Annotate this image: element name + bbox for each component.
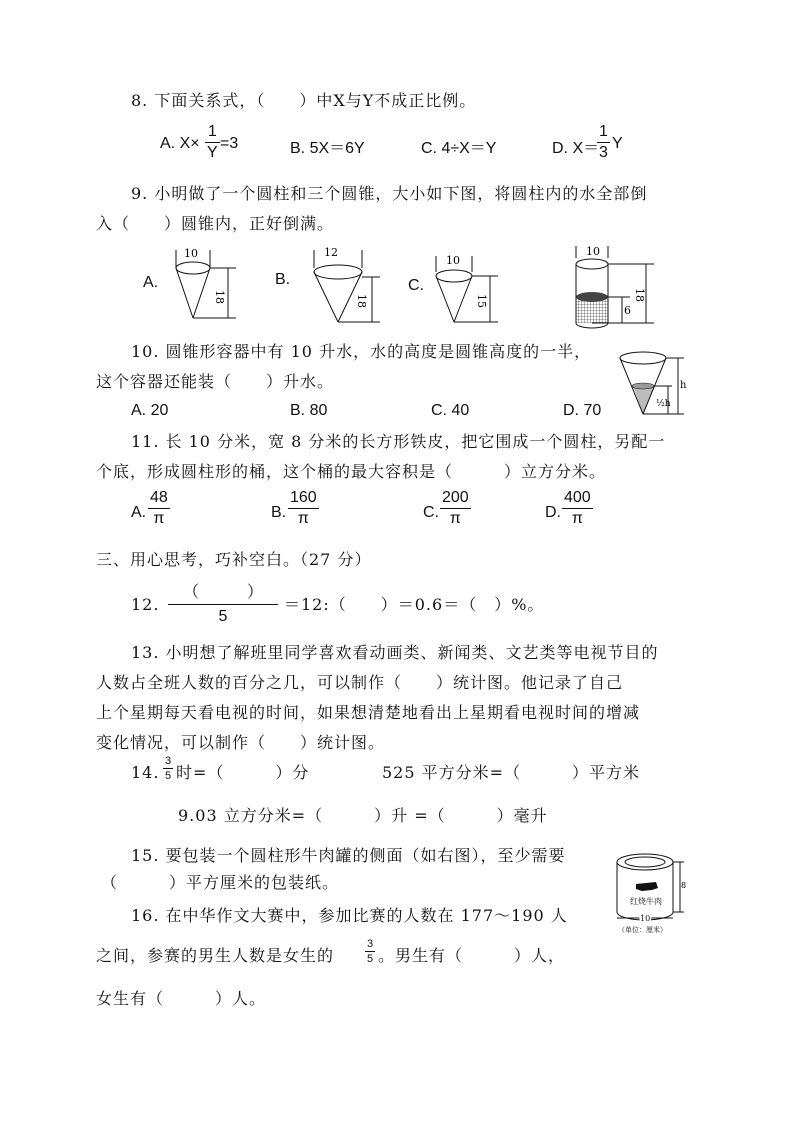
q8-option-c: C. 4÷X＝Y [421,140,497,157]
q8-option-b: B. 5X＝6Y [290,140,365,157]
q8-d-num: 1 [599,123,608,140]
q14-frac-den: 5 [165,770,172,782]
q9-cone-c-diameter: 10 [446,254,460,267]
q11-c-fraction [440,489,471,528]
q14-part2: 525 平方分米=（ ）平方米 [382,763,641,782]
q14-fraction [163,755,173,782]
q15-can-figure [612,852,694,936]
q11-d-fraction [562,489,593,528]
q11-c-label: C. [423,504,439,521]
q11-line1: 11. 长 10 分米，宽 8 分米的长方形铁皮，把它围成一个圆柱，另配一 [131,432,666,451]
q11-b-den: π [297,510,309,527]
q11-b-fraction [288,489,319,528]
q14-number: 14. [131,763,160,782]
q12-frac-num: （ ） [182,582,263,601]
q8-d-fraction [597,123,610,162]
q11-line2: 个底，形成圆柱形的桶，这个桶的最大容积是（ ）立方分米。 [96,462,607,481]
q9-c-label: C. [408,277,424,294]
q16-line1: 16. 在中华作文大赛中，参加比赛的人数在 177～190 人 [131,906,568,925]
q16-fraction [365,938,375,965]
q10-fig-h: h [680,380,687,391]
q16-line3: 女生有（ ）人。 [96,989,267,1008]
q15-line1: 15. 要包装一个圆柱形牛肉罐的侧面（如右图），至少需要 [131,846,566,865]
q16-line2-pre: 之间，参赛的男生人数是女生的 [96,946,335,965]
q13-line2: 人数占全班人数的百分之几，可以制作（ ）统计图。他记录了自己 [96,673,624,692]
q10-option-d: D. 70 [563,402,602,419]
q11-c-num: 200 [442,489,469,506]
q15-can-height: 8 [681,881,687,890]
q14-part3: 9.03 立方分米=（ ）升 =（ ）毫升 [178,806,548,825]
q9-cylinder-water-height: 6 [624,304,631,317]
q15-can-label: 红烧牛肉 [630,897,662,906]
q11-a-fraction [148,489,170,528]
q11-a-den: π [153,510,165,527]
q8-a-pre: A. X× [160,135,200,152]
q12-frac-den: 5 [218,608,228,625]
q11-a-num: 48 [150,489,168,506]
q9-cone-a-height: 18 [213,290,226,304]
q8-a-post: =3 [220,135,239,152]
q15-unit: （单位：厘米） [618,926,667,934]
q16-frac-den: 5 [367,953,374,965]
q9-cylinder-diameter: 10 [586,245,600,258]
q9-line1: 9. 小明做了一个圆柱和三个圆锥，大小如下图，将圆柱内的水全部倒 [131,184,648,203]
q11-c-den: π [449,510,461,527]
q14-frac-num: 3 [165,755,172,767]
q10-fig-half: ½h [656,399,671,409]
q9-cylinder-figure [572,244,662,328]
q8-a-fraction [205,123,220,162]
q9-cone-c-height: 15 [475,294,488,308]
q14-part1: 时=（ ）分 [176,763,310,782]
q16-frac-num: 3 [367,938,374,950]
q8-a-num: 1 [207,123,217,140]
q11-b-label: B. [271,504,287,521]
q8-option-d: D. X＝ [552,140,600,157]
q8-stem: 8. 下面关系式，（ ）中X与Y不成正比例。 [131,91,477,110]
q15-can-diameter: 10 [640,914,651,923]
q10-option-b: B. 80 [290,402,328,419]
q15-line2: （ ）平方厘米的包装纸。 [101,873,340,892]
q9-cylinder-height: 18 [633,288,646,302]
q9-cone-a-diameter: 10 [184,247,198,260]
q12-number: 12. [131,595,160,614]
q13-line4: 变化情况，可以制作（ ）统计图。 [96,733,386,752]
q9-line2: 入（ ）圆锥内，正好倒满。 [96,214,335,233]
q9-a-label: A. [143,274,159,291]
q8-option-a [160,135,200,153]
q11-b-num: 160 [290,489,317,506]
q11-d-label: D. [545,504,561,521]
q8-d-post: Y [612,135,623,152]
q11-a-label: A. [131,504,147,521]
q9-cone-b-height: 18 [355,294,368,308]
section-3-heading: 三、用心思考，巧补空白。（27 分） [96,550,372,569]
q10-cone-figure [618,348,688,420]
q9-b-label: B. [275,271,291,288]
q10-line1: 10. 圆锥形容器中有 10 升水，水的高度是圆锥高度的一半， [131,342,592,361]
q12-rest: ＝12:（ ）＝0.6＝（ ）%。 [284,595,545,614]
q9-cone-b-figure [310,244,390,326]
q10-option-c: C. 40 [431,402,470,419]
q16-line2-post: 。男生有（ ）人， [378,946,566,965]
q9-cone-b-diameter: 12 [324,246,338,259]
q10-option-a: A. 20 [131,402,169,419]
q11-d-num: 400 [564,489,591,506]
q12-frac-bar [168,604,278,605]
q13-line3: 上个星期每天看电视的时间，如果想清楚地看出上星期看电视时间的增减 [96,703,641,722]
q10-line2: 这个容器还能装（ ）升水。 [96,372,335,391]
q11-d-den: π [571,510,583,527]
q13-line1: 13. 小明想了解班里同学喜欢看动画类、新闻类、文艺类等电视节目的 [131,643,659,662]
q9-cone-c-figure [432,254,512,326]
q8-a-den: Y [207,144,218,161]
q9-cone-a-figure [170,246,250,326]
q8-d-den: 3 [599,144,608,161]
